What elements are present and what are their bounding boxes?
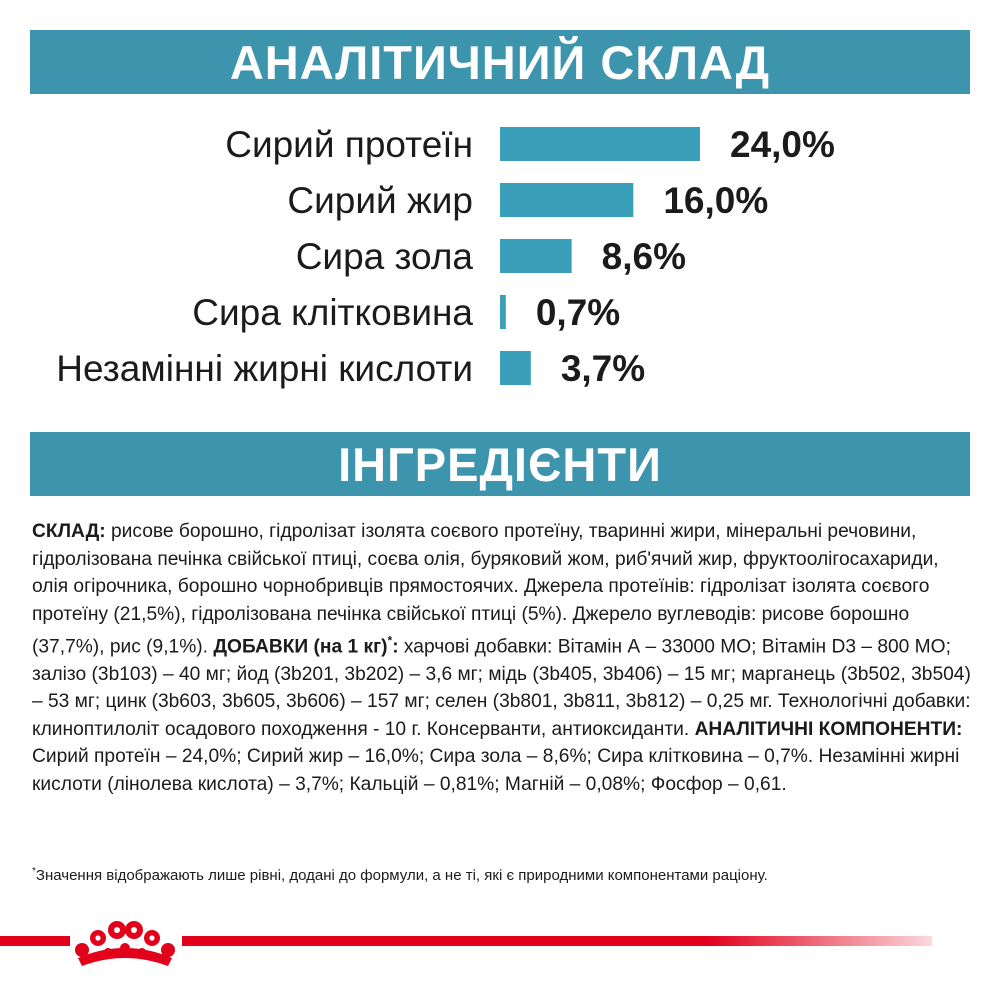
brand-stripe-right [182, 936, 932, 946]
additives-colon: : [392, 636, 399, 658]
composition-text-block [32, 518, 977, 798]
footnote [32, 866, 977, 884]
royal-canin-crown-icon [72, 914, 178, 972]
additives-body: харчові добавки: Вітамін А – 33000 МО; Вітамін D3 – 800 МО; залізо (3b103) – 40 мг; йод (3b201, 3b202) – 3,6 мг; мідь (3b405, 3b406) – 15 мг; марганець (3b502, 3b504) – 53 мг; цинк (3b603, 3b605, 3b606) – 157 мг; селен (3b801, 3b811, 3b812) – 0,25 мг. Технологічні добавки: клиноптилоліт осадового походження - 10 г. Консерванти, антиоксиданти. [32, 636, 971, 740]
bar [500, 351, 531, 385]
composition-body: рисове борошно, гідролізат ізолята соєвого протеїну, тваринні жири, мінеральні речовини, гідролізована печінка свійської птиці, соєва олія, буряковий жом, риб'ячий жир, фруктоолігосахариди, олія огірочника, борошно чорнобривців прямостоячих. Джерела протеїнів: гідролізат ізолята соєвого протеїну (21,5%), гідролізована печінка свійської птиці (5%). Джерело вуглеводів: рисове борошно (37,7%), рис (9,1%). [32, 521, 939, 658]
bar [500, 295, 506, 329]
ingredients-header: ІНГРЕДІЄНТИ [30, 432, 970, 496]
bar-category-label: Сира клітковина [192, 292, 473, 333]
analytics-bar-chart [0, 110, 1000, 410]
footnote-mark: * [32, 866, 36, 877]
bar [500, 239, 572, 273]
bar-value-label: 3,7% [560, 348, 646, 389]
analytic-components-label: АНАЛІТИЧНІ КОМПОНЕНТИ: [694, 718, 963, 740]
bar-category-label: Сирий протеїн [225, 124, 473, 165]
bar-category-label: Сира зола [295, 236, 473, 277]
bar-value-label: 24,0% [730, 124, 835, 165]
bar-category-label: Сирий жир [287, 180, 473, 221]
analytic-components-body: Сирий протеїн – 24,0%; Сирий жир – 16,0%; Сира зола – 8,6%; Сира клітковина – 0,7%. Незамінні жирні кислоти (лінолева кислота) – 3,7%; Кальцій – 0,81%; Магній – 0,08%; Фосфор – 0,61. [32, 746, 960, 795]
bar-value-label: 8,6% [601, 236, 687, 277]
bar-value-label: 0,7% [535, 292, 621, 333]
footnote-text: Значення відображають лише рівні, додані до формули, а не ті, які є природними компонентами раціону. [35, 867, 768, 884]
analytics-header: АНАЛІТИЧНИЙ СКЛАД [30, 30, 970, 94]
composition-label: СКЛАД: [32, 521, 106, 542]
bar-category-label: Незамінні жирні кислоти [56, 348, 473, 389]
brand-stripe-left [0, 936, 70, 946]
bar [500, 183, 633, 217]
bar-value-label: 16,0% [663, 180, 769, 221]
additives-label: ДОБАВКИ (на 1 кг) [213, 636, 388, 658]
bar [500, 127, 700, 161]
additives-footnote-mark: * [387, 634, 393, 648]
